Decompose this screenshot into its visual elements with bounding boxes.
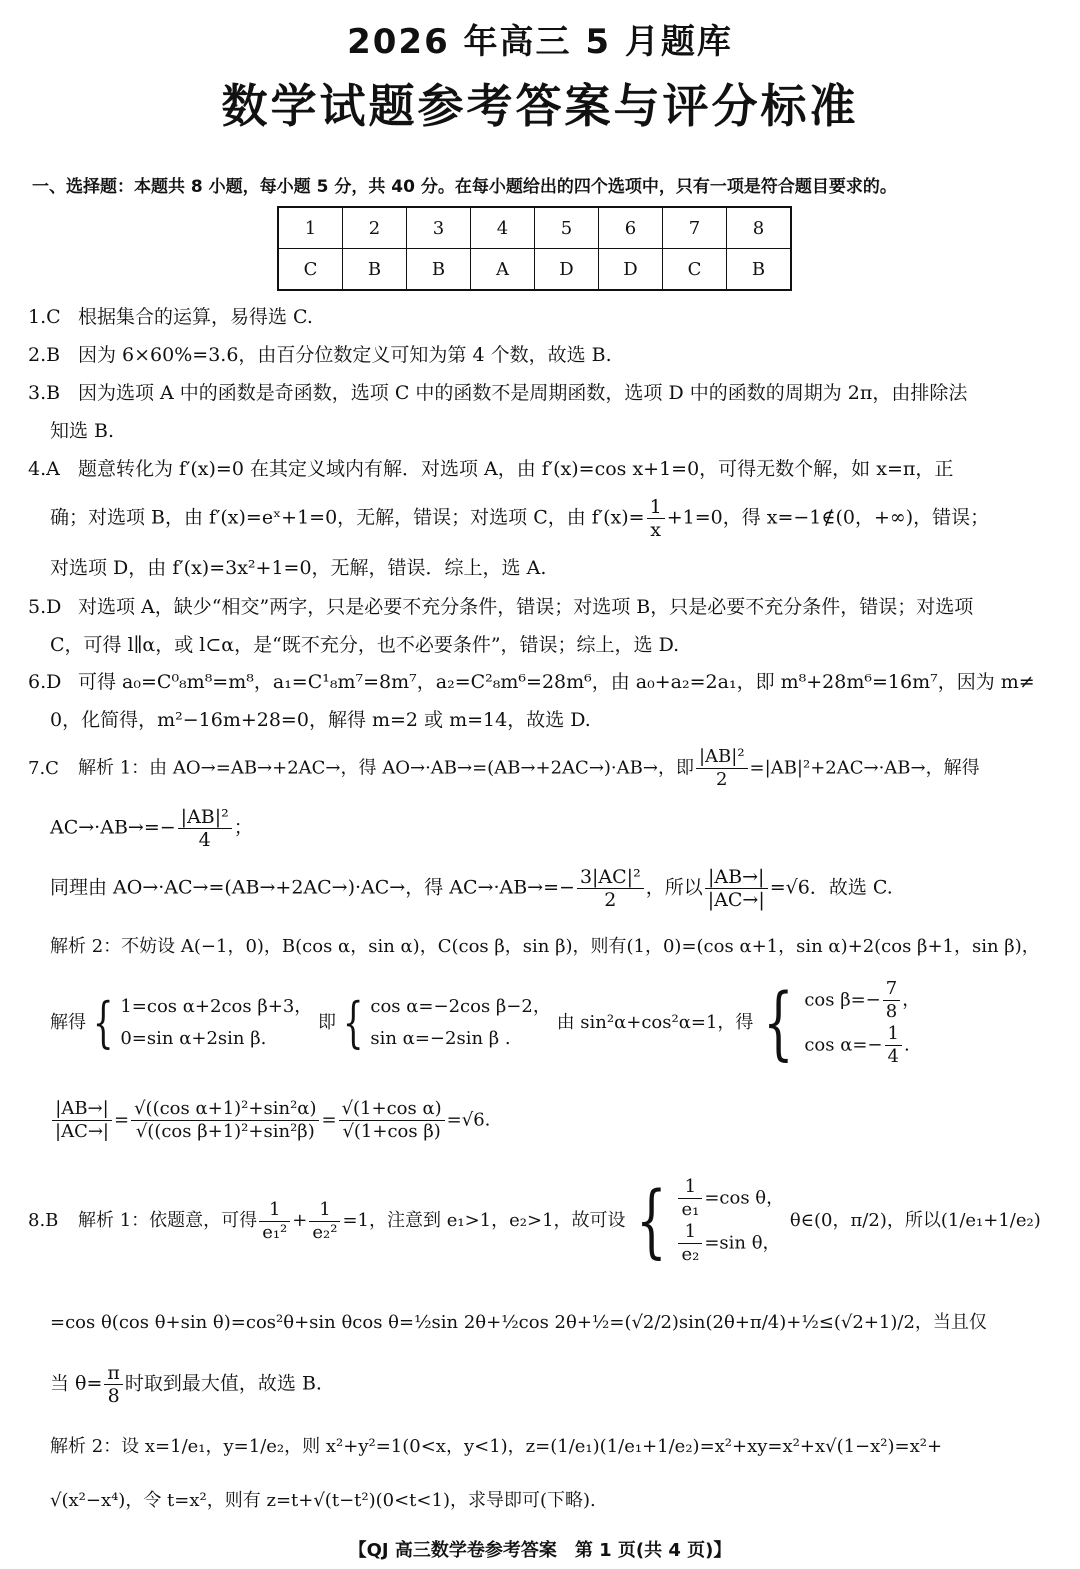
solution-label: 3.B xyxy=(28,382,61,404)
frac-denominator: √((cos β+1)²+sin²β) xyxy=(135,1121,315,1142)
formula-text: 解得 xyxy=(50,1012,86,1033)
solution-8-line5: √(x²−x⁴)，令 t=x²，则有 z=t+√(t−t²)(0<t<1)，求导即可(下略). xyxy=(50,1490,596,1511)
solution-label: 7.C xyxy=(28,757,59,779)
equation xyxy=(676,1221,784,1266)
fraction xyxy=(705,866,768,911)
frac-denominator: e₂² xyxy=(312,1221,338,1243)
table-cell: 2 xyxy=(343,207,407,249)
frac-denominator: e₁ xyxy=(681,1199,700,1220)
fraction xyxy=(696,746,748,791)
solution-7 xyxy=(28,746,980,791)
frac-denominator: 4 xyxy=(198,829,211,851)
solution-7-line2 xyxy=(50,806,253,851)
table-cell: C xyxy=(663,249,727,291)
solution-text: 根据集合的运算，易得选 C. xyxy=(78,306,313,328)
solution-label: 6.D xyxy=(28,671,62,693)
frac-denominator: x xyxy=(650,519,661,541)
table-row-numbers xyxy=(278,207,791,249)
fraction xyxy=(131,1098,319,1143)
frac-numerator: |AB|² xyxy=(696,746,748,769)
formula-text: =√6. xyxy=(446,1109,491,1131)
frac-denominator: 8 xyxy=(107,1385,120,1407)
formula-text: 即 xyxy=(318,1012,337,1033)
formula-text: =|AB|²+2AC→·AB→，解得 xyxy=(749,757,980,779)
frac-denominator: 8 xyxy=(885,1001,898,1022)
formula-text: 同理由 AO→·AC→=(AB→+2AC→)·AC→，得 AC→·AB→=− xyxy=(50,876,575,899)
solution-6 xyxy=(28,669,1035,695)
fraction xyxy=(339,1098,445,1143)
formula-text: θ∈(0，π/2)，所以 xyxy=(789,1210,941,1231)
document-title: 2026 年高三 5 月题库 xyxy=(347,22,733,62)
table-cell: B xyxy=(407,249,471,291)
solution-8-line4: 解析 2：设 x=1/e₁，y=1/e₂，则 x²+y²=1(0<x，y<1)，z=(1/e₁)(1/e₁+1/e₂)=x²+xy=x²+x√(1−x²)=x²+ xyxy=(50,1436,943,1457)
left-brace: { xyxy=(92,991,114,1054)
answer-table xyxy=(277,206,792,291)
table-cell: 3 xyxy=(407,207,471,249)
frac-numerator: |AB→| xyxy=(705,866,768,889)
fraction xyxy=(647,496,665,541)
table-cell: A xyxy=(471,249,535,291)
frac-numerator: 1 xyxy=(647,496,665,519)
document-subtitle: 数学试题参考答案与评分标准 xyxy=(221,79,859,133)
frac-numerator: √(1+cos α) xyxy=(339,1098,445,1121)
formula-text: cos α=− xyxy=(804,1034,883,1056)
solution-label: 4.A xyxy=(28,458,60,480)
frac-numerator: |AB|² xyxy=(178,806,232,829)
solution-8-line3 xyxy=(50,1362,322,1407)
formula-text: 确；对选项 B，由 f′(x)=eˣ+1=0，无解，错误；对选项 C，由 f′(x)= xyxy=(50,506,645,529)
frac-denominator: |AC→| xyxy=(707,889,765,911)
table-cell: 5 xyxy=(535,207,599,249)
frac-denominator: |AC→| xyxy=(55,1121,109,1142)
equation-system xyxy=(370,991,550,1055)
table-cell: 8 xyxy=(727,207,792,249)
table-cell: 4 xyxy=(471,207,535,249)
frac-denominator: √(1+cos β) xyxy=(342,1121,441,1142)
solution-label: 8.B xyxy=(28,1210,59,1231)
frac-denominator: 2 xyxy=(604,889,617,911)
solution-7-line6: $\frac{|AB\to|}{|AC\to|}$ = $\frac{\text{√((cos α+1)²+sin²α)}}{\text{√((cos β+1)²+sin²β)}}$ = $\frac{\text{√(1+cos α)}}{\text{√(1+cos β)}}$ =√6. xyxy=(50,1098,490,1143)
solution-6-cont: 0，化简得，m²−16m+28=0，解得 m=2 或 m=14，故选 D. xyxy=(50,709,591,731)
equation xyxy=(804,978,920,1023)
solution-8-line2: =cos θ(cos θ+sin θ)=cos²θ+sin θcos θ=½sin 2θ+½cos 2θ+½=(√2/2)sin(2θ+π/4)+½≤(√2+1)/2，当且仅 xyxy=(50,1312,987,1333)
equation: 0=sin α+2sin β. xyxy=(120,1028,267,1049)
solution-text: 因为选项 A 中的函数是奇函数，选项 C 中的函数不是周期函数，选项 D 中的函数的周期为 2π，由排除法 xyxy=(78,382,968,404)
formula-text: =sin θ， xyxy=(704,1232,781,1254)
table-cell: D xyxy=(535,249,599,291)
table-cell: 6 xyxy=(599,207,663,249)
frac-numerator: 1 xyxy=(678,1176,702,1199)
formula-text: =1，注意到 e₁>1，e₂>1，故可设 xyxy=(342,1210,626,1231)
frac-numerator: 1 xyxy=(309,1199,340,1222)
section-heading: 一、选择题：本题共 8 小题，每小题 5 分，共 40 分。在每小题给出的四个选项中，只有一项是符合题目要求的。 xyxy=(32,177,897,197)
formula-text: (1/e₁+1/e₂) xyxy=(940,1210,1041,1231)
fraction xyxy=(259,1199,290,1244)
equation-system xyxy=(676,1176,784,1266)
fraction xyxy=(883,978,900,1023)
frac-numerator: 1 xyxy=(259,1199,290,1222)
formula-text: 时取到最大值，故选 B. xyxy=(124,1372,322,1395)
table-row-answers xyxy=(278,249,791,291)
frac-numerator: |AB→| xyxy=(52,1098,112,1121)
solution-label: 1.C xyxy=(28,306,61,328)
formula-text: cos β=− xyxy=(804,989,881,1011)
solution-7-line4: 解析 2：不妨设 A(−1，0)，B(cos α，sin α)，C(cos β，sin β)，则有(1，0)=(cos α+1，sin α)+2(cos β+1，sin β)， xyxy=(50,936,1040,957)
solution-3-cont: 知选 B. xyxy=(50,420,115,442)
formula-text: 解析 1：依题意，可得 xyxy=(78,1210,258,1231)
frac-numerator: 1 xyxy=(678,1221,702,1244)
left-brace: { xyxy=(342,991,364,1054)
solution-text: 题意转化为 f′(x)=0 在其定义域内有解．对选项 A，由 f′(x)=cos x+1=0，可得无数个解，如 x=π，正 xyxy=(78,458,954,480)
frac-numerator: √((cos α+1)²+sin²α) xyxy=(131,1098,319,1121)
formula-text: ； xyxy=(233,816,253,839)
solution-label: 2.B xyxy=(28,344,61,366)
table-cell: C xyxy=(278,249,343,291)
frac-denominator: 4 xyxy=(887,1046,899,1067)
solution-label: 5.D xyxy=(28,596,62,618)
solution-8: 8.B 解析 1：依题意，可得 $\frac{1}{\text{e₁²}}$ + $\frac{1}{\text{e₂²}}$ =1，注意到 e₁>1，e₂>1，故可设 { $\frac{1}{\text{e₁}}$ =cos θ， $\frac{1}{\text{e₂}}$ =sin θ， θ∈(0，π/2)，所以(1/e₁+1/e₂) xyxy=(28,1174,1041,1267)
formula-text: 由 sin²α+cos²α=1，得 xyxy=(556,1012,754,1033)
table-cell: B xyxy=(727,249,792,291)
formula-text: . xyxy=(903,1034,910,1056)
formula-text: 当 θ= xyxy=(50,1372,103,1395)
frac-numerator: 1 xyxy=(885,1023,902,1046)
frac-denominator: 2 xyxy=(716,769,728,790)
formula-text: AC→·AB→=− xyxy=(50,816,176,839)
fraction xyxy=(104,1362,123,1407)
formula-text: =√6．故选 C. xyxy=(769,876,893,899)
solution-2 xyxy=(28,342,612,368)
solution-4-line3: 对选项 D，由 f′(x)=3x²+1=0，无解，错误．综上，选 A. xyxy=(50,557,547,579)
fraction xyxy=(178,806,232,851)
fraction xyxy=(885,1023,902,1068)
frac-numerator: 7 xyxy=(883,978,900,1001)
solution-7-line3 xyxy=(50,866,893,911)
solution-text: 对选项 A，缺少“相交”两字，只是必要不充分条件，错误；对选项 B，只是必要不充分条件，错误；对选项 xyxy=(78,596,974,618)
solution-text: 可得 a₀=C⁰₈m⁸=m⁸，a₁=C¹₈m⁷=8m⁷，a₂=C²₈m⁶=28m⁶，由 a₀+a₂=2a₁，即 m⁸+28m⁶=16m⁷，因为 m≠ xyxy=(78,671,1035,693)
solution-1 xyxy=(28,304,313,330)
formula-text: ，所以 xyxy=(645,876,703,899)
formula-text: +1=0，得 x=−1∉(0，+∞)，错误； xyxy=(666,506,990,529)
equation: 1=cos α+2cos β+3， xyxy=(120,996,313,1017)
table-cell: D xyxy=(599,249,663,291)
equation-system xyxy=(804,978,920,1068)
left-brace: { xyxy=(635,1174,667,1267)
page-footer: 【QJ 高三数学卷参考答案 第 1 页(共 4 页)】 xyxy=(348,1540,732,1561)
equation xyxy=(804,1023,920,1068)
left-brace: { xyxy=(763,976,795,1069)
formula-text: 解析 1：由 AO→=AB→+2AC→，得 AO→·AB→=(AB→+2AC→)·AB→，即 xyxy=(78,757,694,779)
frac-denominator: e₁² xyxy=(262,1221,288,1243)
fraction xyxy=(309,1199,340,1244)
solution-4 xyxy=(28,456,953,482)
frac-denominator: e₂ xyxy=(681,1244,700,1265)
solution-5-cont: C，可得 l∥α，或 l⊂α，是“既不充分，也不必要条件”，错误；综上，选 D. xyxy=(50,634,680,656)
solution-4-line2 xyxy=(50,496,989,541)
fraction xyxy=(52,1098,112,1143)
equation-system xyxy=(120,991,312,1055)
formula-text: =cos θ， xyxy=(704,1187,785,1209)
table-cell: B xyxy=(343,249,407,291)
solution-5 xyxy=(28,594,973,620)
solution-7-line5 xyxy=(50,978,920,1068)
formula-text: ， xyxy=(902,989,921,1011)
equation: sin α=−2sin β . xyxy=(370,1028,511,1049)
table-cell: 1 xyxy=(278,207,343,249)
equation xyxy=(676,1176,784,1221)
solution-text: 因为 6×60%=3.6，由百分位数定义可知为第 4 个数，故选 B. xyxy=(78,344,612,366)
frac-numerator: 3|AC|² xyxy=(577,866,644,889)
equation: cos α=−2cos β−2， xyxy=(370,996,551,1017)
table-cell: 7 xyxy=(663,207,727,249)
fraction xyxy=(678,1221,702,1266)
solution-3 xyxy=(28,380,967,406)
fraction xyxy=(678,1176,702,1221)
fraction xyxy=(577,866,644,911)
frac-numerator: π xyxy=(104,1362,123,1385)
